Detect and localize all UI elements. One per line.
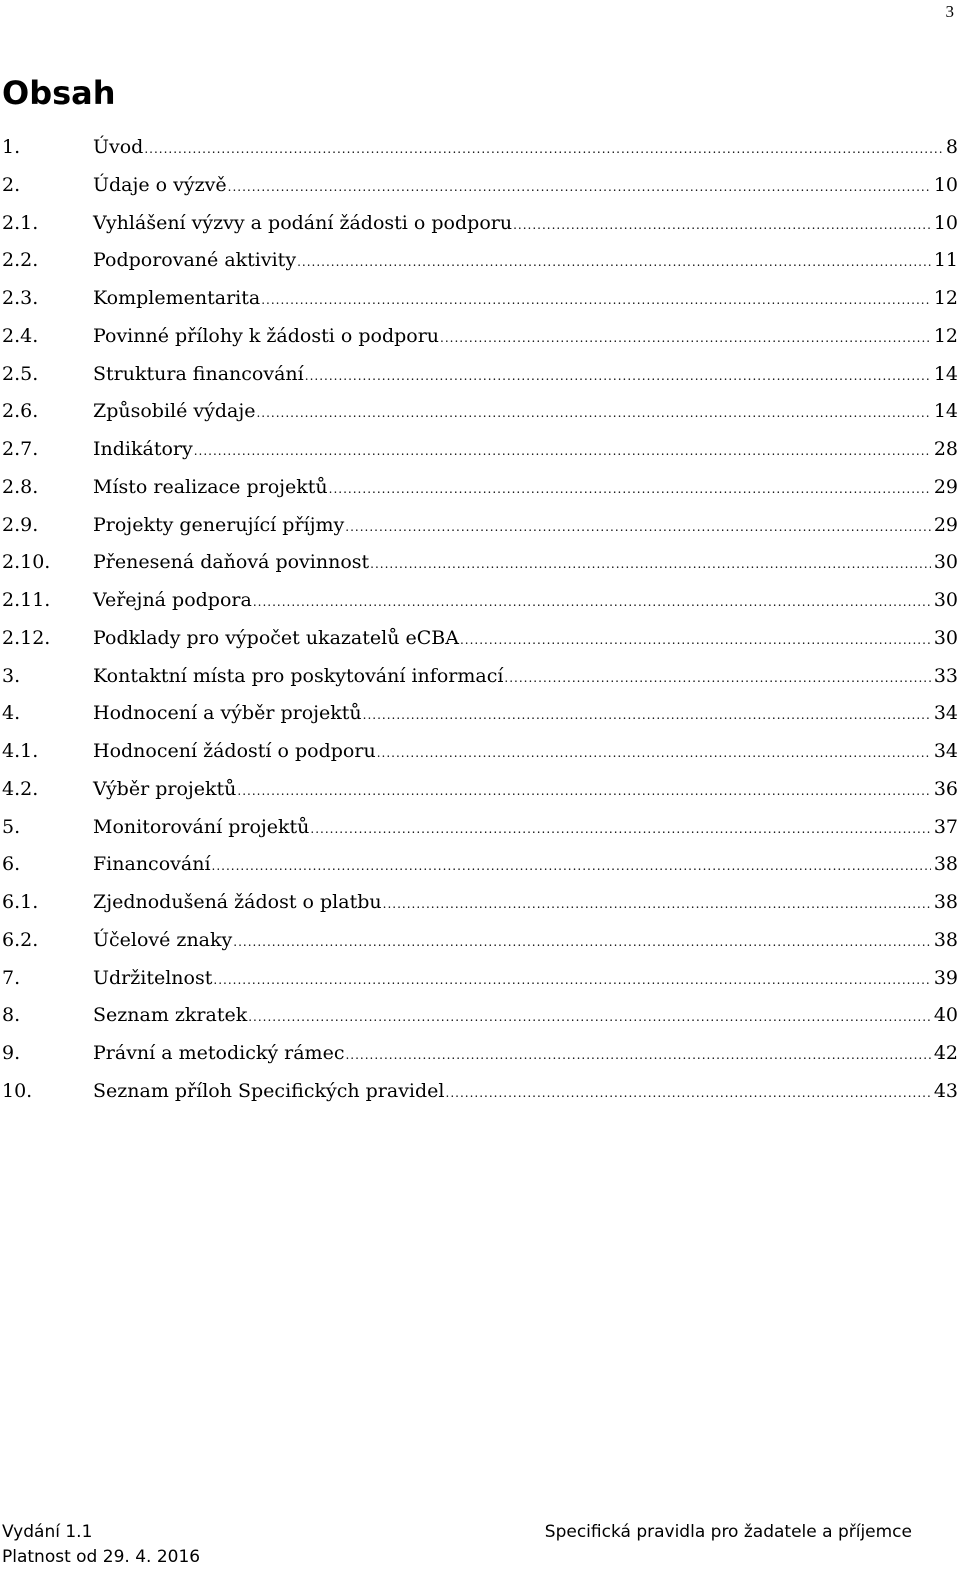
toc-entry[interactable]	[2, 325, 958, 363]
toc-entry-page[interactable]: 14	[933, 400, 958, 423]
toc-dot-leader	[233, 935, 931, 949]
toc-entry[interactable]	[2, 136, 958, 174]
toc-entry[interactable]	[2, 400, 958, 438]
toc-entry-number: 5.	[2, 815, 21, 838]
toc-dot-leader	[440, 331, 931, 345]
toc-entry-title[interactable]: Vyhlášení výzvy a podání žádosti o podporu	[93, 211, 513, 234]
toc-dot-leader	[212, 859, 931, 873]
toc-entry-number: 2.11.	[2, 589, 51, 611]
toc-entry[interactable]	[2, 363, 958, 401]
toc-entry-number: 1.	[2, 136, 21, 158]
toc-dot-leader	[460, 633, 931, 647]
toc-entry-page[interactable]: 34	[933, 702, 958, 725]
toc-entry[interactable]	[2, 551, 958, 589]
toc-entry-number: 2.2.	[2, 249, 39, 272]
toc-entry-title[interactable]: Přenesená daňová povinnost	[93, 551, 370, 574]
toc-dot-leader	[194, 444, 931, 458]
toc-entry-page[interactable]: 12	[933, 324, 958, 347]
toc-entry-number: 4.	[2, 702, 21, 725]
toc-entry-number: 2.6.	[2, 400, 39, 423]
toc-dot-leader	[213, 973, 930, 987]
toc-entry-number: 2.9.	[2, 513, 39, 536]
toc-entry-number: 9.	[2, 1042, 21, 1064]
toc-entry[interactable]	[2, 665, 958, 703]
toc-entry[interactable]	[2, 740, 958, 778]
toc-entry[interactable]	[2, 1042, 958, 1080]
toc-entry[interactable]	[2, 249, 958, 287]
toc-dot-leader	[297, 255, 931, 269]
toc-dot-leader	[310, 822, 930, 836]
toc-entry-title[interactable]: Projekty generující příjmy	[93, 513, 345, 536]
toc-entry[interactable]	[2, 778, 958, 816]
toc-entry-title[interactable]: Monitorování projektů	[93, 815, 310, 838]
toc-entry-page[interactable]: 37	[933, 815, 958, 838]
toc-entry-number: 4.2.	[2, 777, 39, 800]
toc-entry-title[interactable]: Veřejná podpora	[93, 589, 252, 611]
footer-document-title: Specifická pravidla pro žadatele a příjemce	[544, 1522, 912, 1542]
toc-entry-page[interactable]: 38	[933, 891, 958, 913]
toc-dot-leader	[345, 1048, 930, 1062]
toc-entry-page[interactable]: 36	[933, 777, 958, 800]
toc-entry-title[interactable]: Podklady pro výpočet ukazatelů eCBA	[93, 626, 459, 649]
toc-dot-leader	[329, 482, 931, 496]
toc-entry-page[interactable]: 10	[933, 173, 958, 196]
toc-entry-number: 6.	[2, 853, 21, 876]
toc-entry-page[interactable]: 12	[933, 287, 958, 309]
toc-entry-page[interactable]: 30	[933, 626, 958, 649]
toc-dot-leader	[237, 784, 930, 798]
toc-entry-page[interactable]: 14	[933, 362, 958, 385]
toc-entry[interactable]	[2, 1080, 958, 1118]
toc-entry-number: 2.3.	[2, 287, 39, 309]
toc-dot-leader	[383, 897, 931, 911]
toc-entry[interactable]	[2, 967, 958, 1005]
toc-entry-page[interactable]: 30	[933, 589, 958, 611]
toc-entry-page[interactable]: 8	[945, 136, 958, 158]
toc-entry-page[interactable]: 43	[933, 1079, 958, 1102]
toc-entry-number: 2.5.	[2, 362, 39, 385]
toc-entry[interactable]	[2, 853, 958, 891]
toc-entry-number: 3.	[2, 664, 21, 687]
toc-entry[interactable]	[2, 702, 958, 740]
toc-entry-number: 4.1.	[2, 740, 39, 762]
toc-entry-page[interactable]: 39	[933, 966, 958, 989]
toc-dot-leader	[363, 708, 931, 722]
toc-entry-number: 2.1.	[2, 211, 39, 234]
toc-entry-number: 2.7.	[2, 438, 39, 460]
toc-entry[interactable]	[2, 589, 958, 627]
toc-dot-leader	[256, 406, 930, 420]
toc-entry-title[interactable]: Údaje o výzvě	[93, 173, 227, 196]
footer-left	[2, 1520, 200, 1570]
toc-dot-leader	[513, 218, 931, 232]
toc-entry-page[interactable]: 40	[933, 1004, 958, 1027]
footer-valid-from: Platnost od 29. 4. 2016	[2, 1547, 201, 1567]
toc-entry-title[interactable]: Komplementarita	[93, 287, 261, 309]
page-number: 3	[945, 2, 954, 21]
toc-entry-title[interactable]: Hodnocení a výběr projektů	[93, 702, 362, 725]
toc-dot-leader	[377, 746, 931, 760]
toc-entry[interactable]	[2, 287, 958, 325]
toc-entry[interactable]	[2, 891, 958, 929]
toc-entry-page[interactable]: 29	[933, 475, 958, 498]
toc-dot-leader	[144, 142, 943, 156]
toc-entry-title[interactable]: Hodnocení žádostí o podporu	[93, 740, 376, 762]
toc-entry-number: 2.10.	[2, 551, 51, 574]
toc-dot-leader	[504, 671, 930, 685]
toc-entry-page[interactable]: 38	[933, 928, 958, 951]
toc-dot-leader	[253, 595, 931, 609]
toc-entry[interactable]	[2, 174, 958, 212]
toc-entry[interactable]	[2, 1004, 958, 1042]
toc-heading: Obsah	[2, 74, 116, 112]
toc-entry-title[interactable]: Úvod	[93, 136, 144, 158]
toc-entry-page[interactable]: 11	[933, 249, 958, 272]
toc-dot-leader	[261, 293, 931, 307]
toc-entry-title[interactable]: Místo realizace projektů	[93, 475, 328, 498]
toc-entry-title[interactable]: Způsobilé výdaje	[93, 400, 256, 423]
toc-entry-title[interactable]: Podporované aktivity	[93, 249, 297, 272]
toc-dot-leader	[446, 1086, 931, 1100]
toc-entry-number: 7.	[2, 966, 21, 989]
toc-entry-title[interactable]: Zjednodušená žádost o platbu	[93, 891, 382, 913]
toc-entry[interactable]	[2, 438, 958, 476]
toc-entry-number: 2.	[2, 173, 21, 196]
toc-entry-number: 2.8.	[2, 475, 39, 498]
table-of-contents	[2, 136, 958, 1118]
toc-entry-number: 2.4.	[2, 324, 39, 347]
toc-entry-title[interactable]: Struktura financování	[93, 362, 304, 385]
toc-entry-title[interactable]: Výběr projektů	[93, 777, 237, 800]
toc-entry-number: 6.2.	[2, 928, 39, 951]
toc-entry[interactable]	[2, 212, 958, 250]
toc-dot-leader	[305, 369, 931, 383]
toc-dot-leader	[345, 520, 931, 534]
toc-entry[interactable]	[2, 514, 958, 552]
toc-entry[interactable]	[2, 929, 958, 967]
toc-entry-title[interactable]: Právní a metodický rámec	[93, 1042, 345, 1064]
toc-entry-title[interactable]: Indikátory	[93, 438, 193, 460]
toc-dot-leader	[248, 1010, 931, 1024]
toc-entry-title[interactable]: Financování	[93, 853, 211, 876]
toc-dot-leader	[370, 557, 931, 571]
toc-entry[interactable]	[2, 816, 958, 854]
toc-entry-title[interactable]: Udržitelnost	[93, 966, 213, 989]
toc-entry-number: 2.12.	[2, 626, 51, 649]
toc-entry-title[interactable]: Kontaktní místa pro poskytování informací	[93, 664, 504, 687]
toc-entry-number: 8.	[2, 1004, 21, 1027]
toc-entry-page[interactable]: 42	[933, 1042, 958, 1064]
toc-entry-page[interactable]: 38	[933, 853, 958, 876]
toc-entry-page[interactable]: 29	[933, 513, 958, 536]
toc-entry-page[interactable]: 33	[933, 664, 958, 687]
toc-entry-number: 10.	[2, 1079, 33, 1102]
toc-entry-number: 6.1.	[2, 891, 39, 913]
toc-entry-title[interactable]: Povinné přílohy k žádosti o podporu	[93, 324, 440, 347]
toc-entry-title[interactable]: Účelové znaky	[93, 928, 233, 951]
toc-entry-page[interactable]: 34	[933, 740, 958, 762]
toc-entry[interactable]	[2, 627, 958, 665]
toc-entry[interactable]	[2, 476, 958, 514]
toc-dot-leader	[228, 180, 931, 194]
toc-entry-page[interactable]: 30	[933, 551, 958, 574]
toc-entry-page[interactable]: 10	[933, 211, 958, 234]
footer-edition: Vydání 1.1	[2, 1522, 93, 1542]
toc-entry-page[interactable]: 28	[933, 438, 958, 460]
toc-entry-title[interactable]: Seznam zkratek	[93, 1004, 248, 1027]
toc-entry-title[interactable]: Seznam příloh Specifických pravidel	[93, 1079, 445, 1102]
